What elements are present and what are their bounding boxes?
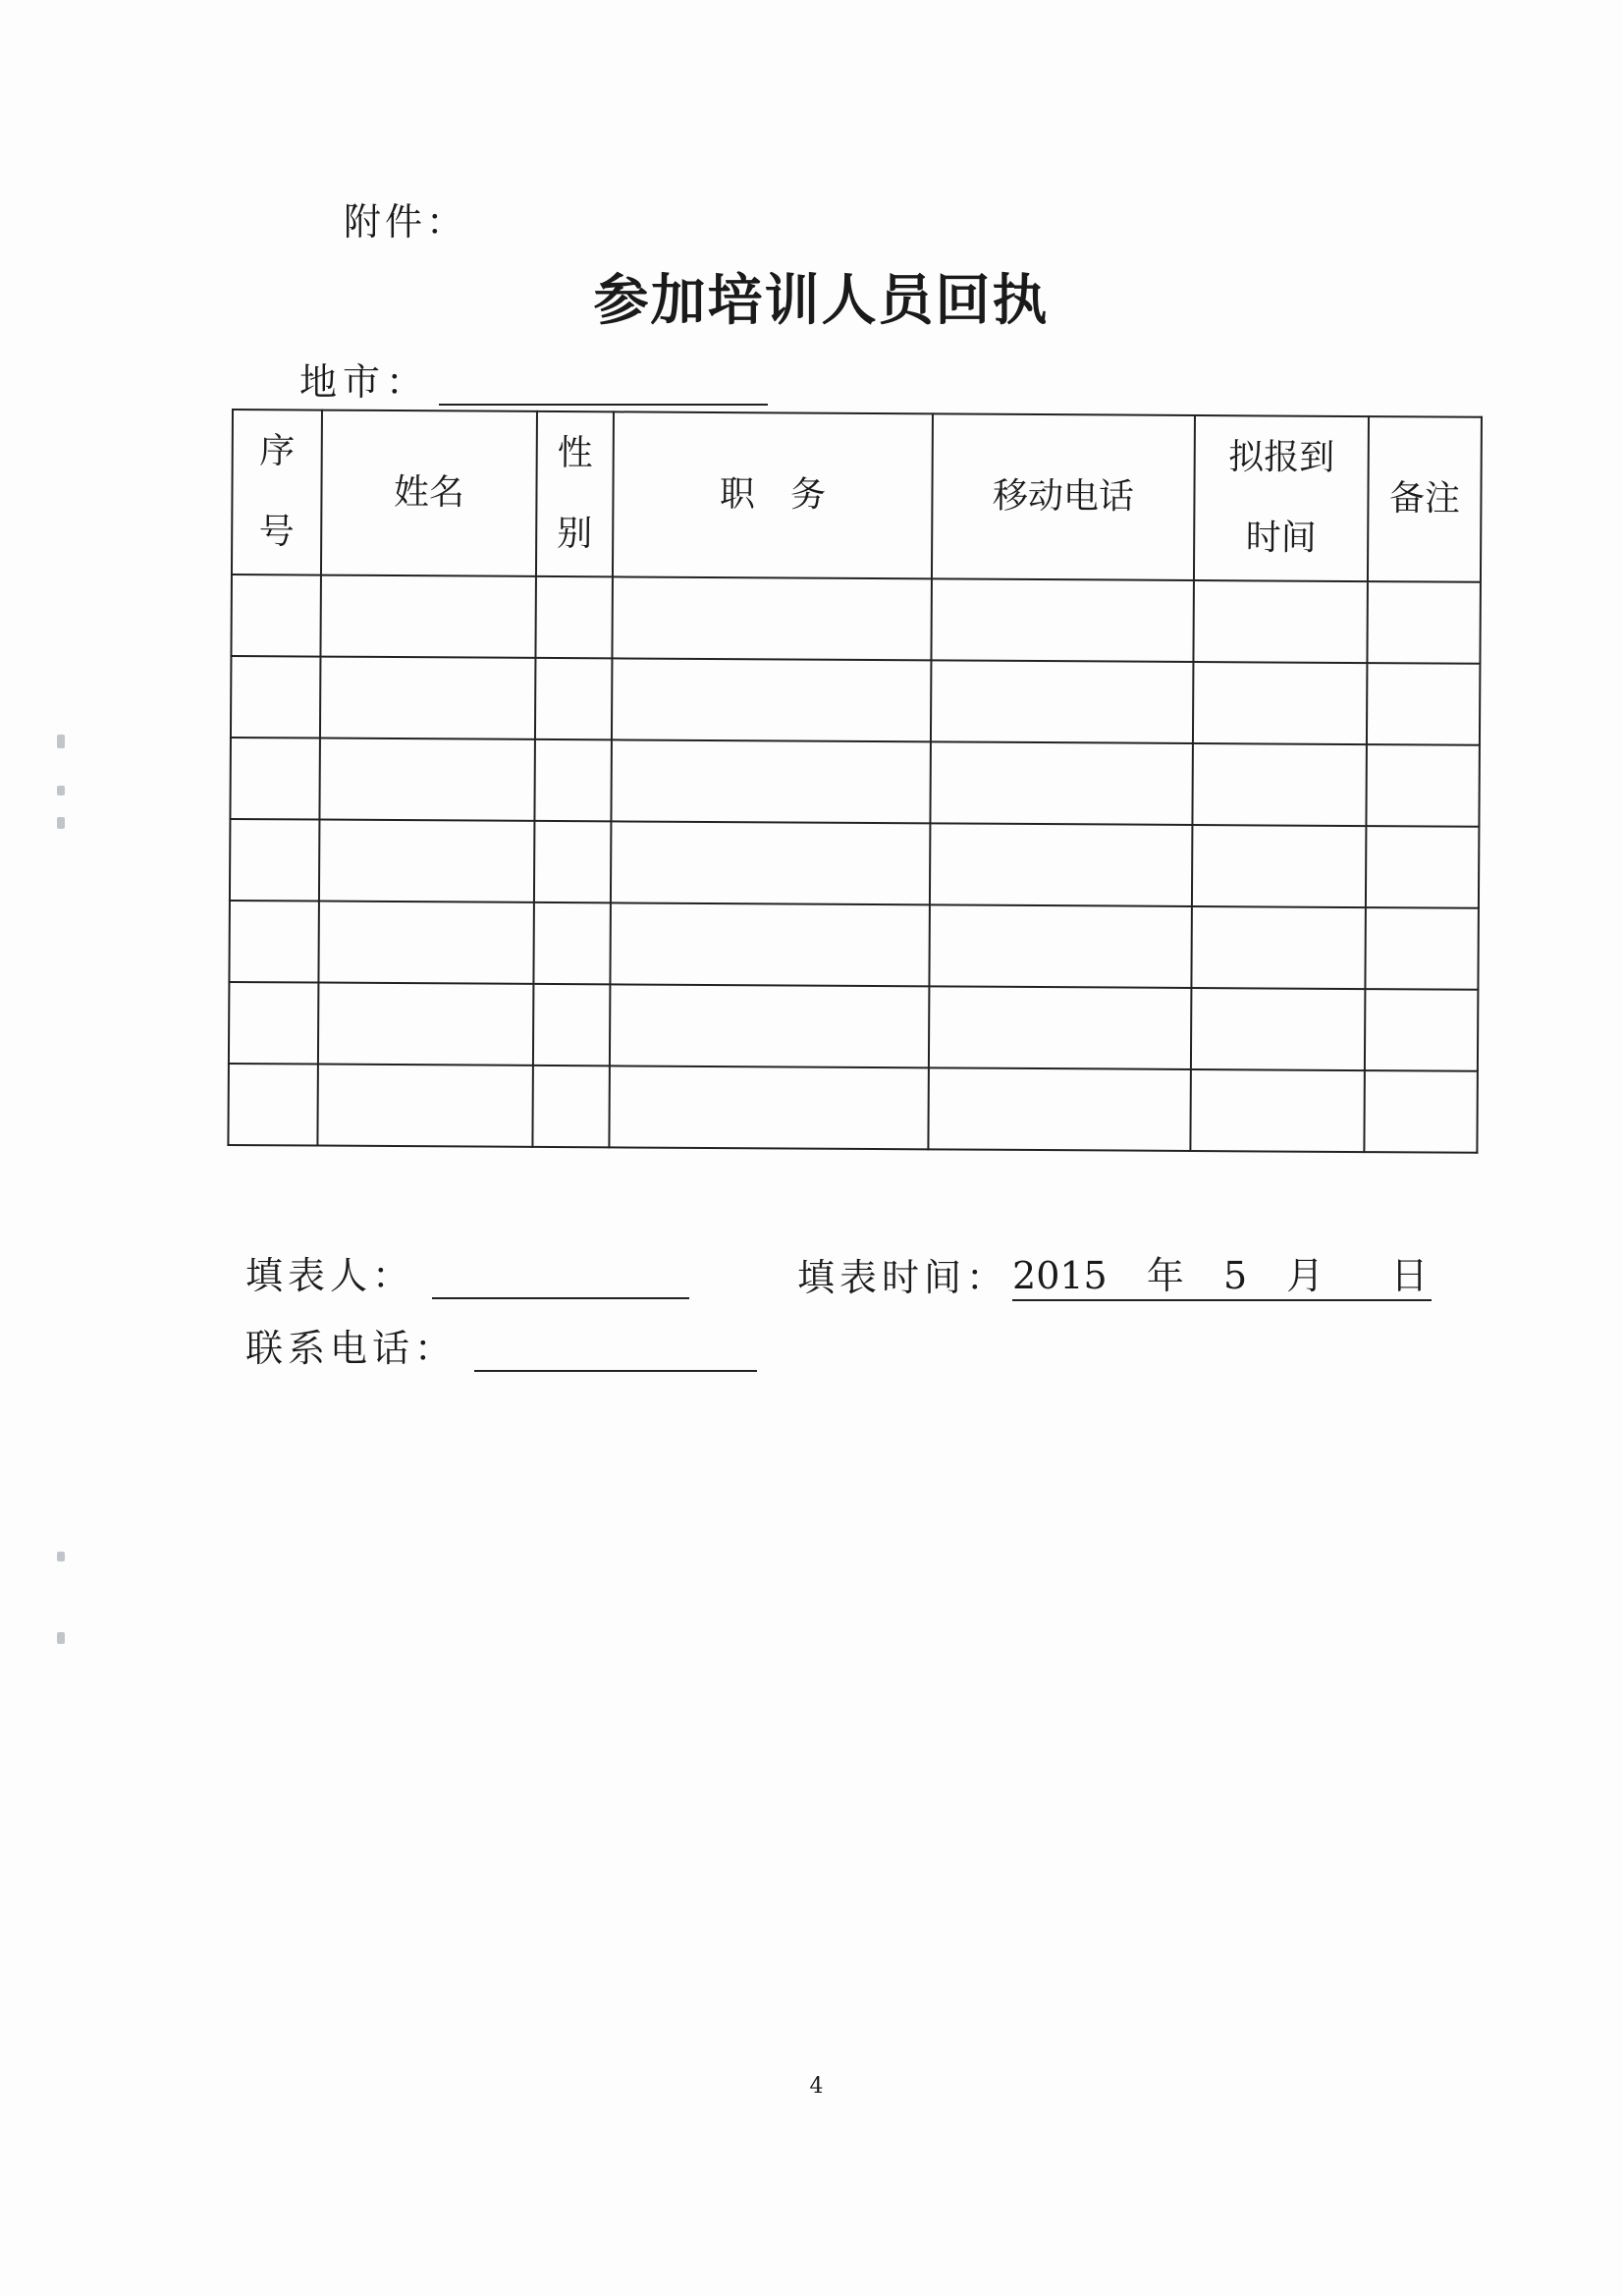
table-cell[interactable] xyxy=(320,575,536,658)
table-cell[interactable] xyxy=(1191,906,1366,989)
table-cell[interactable] xyxy=(930,741,1193,825)
header-mobile-phone: 移动电话 xyxy=(932,413,1195,580)
table-cell[interactable] xyxy=(229,982,319,1065)
header-name: 姓名 xyxy=(321,410,537,576)
filler-label: 填表人： xyxy=(245,1254,415,1297)
table-cell[interactable] xyxy=(534,821,612,902)
table-cell[interactable] xyxy=(319,820,535,902)
year-unit: 年 xyxy=(1146,1254,1184,1297)
table-cell[interactable] xyxy=(228,1064,318,1146)
table-cell[interactable] xyxy=(231,574,321,657)
table-cell[interactable] xyxy=(229,901,319,983)
table-cell[interactable] xyxy=(611,739,931,823)
table-cell[interactable] xyxy=(535,658,613,739)
table-cell[interactable] xyxy=(535,576,613,658)
table-body xyxy=(228,574,1481,1153)
table-cell[interactable] xyxy=(928,1067,1191,1151)
scan-artifact xyxy=(57,1632,65,1644)
filler-blank[interactable] xyxy=(432,1258,689,1299)
table-row xyxy=(229,982,1478,1071)
page-number: 4 xyxy=(809,2074,824,2099)
date-month: 5 xyxy=(1222,1254,1248,1297)
contact-phone-label: 联系电话： xyxy=(245,1327,458,1370)
table-cell[interactable] xyxy=(931,578,1194,662)
table-cell[interactable] xyxy=(1191,988,1366,1070)
table-cell[interactable] xyxy=(231,656,321,738)
table-cell[interactable] xyxy=(534,739,612,821)
table-header-row xyxy=(232,410,1482,582)
table-cell[interactable] xyxy=(930,823,1193,906)
date-year: 2015 xyxy=(1012,1254,1108,1297)
day-unit: 日 xyxy=(1390,1254,1429,1297)
table-cell[interactable] xyxy=(1366,826,1480,908)
header-position: 职 务 xyxy=(613,411,933,578)
header-arrival-time: 拟报到 时间 xyxy=(1194,415,1369,581)
table-cell[interactable] xyxy=(319,738,535,821)
contact-phone-blank[interactable] xyxy=(474,1331,757,1372)
table-cell[interactable] xyxy=(1193,662,1368,744)
table-cell[interactable] xyxy=(1367,663,1481,745)
city-label: 地市： xyxy=(299,360,430,404)
table-cell[interactable] xyxy=(1193,580,1368,663)
table-cell[interactable] xyxy=(1364,1070,1478,1153)
table-cell[interactable] xyxy=(320,657,536,739)
city-blank[interactable] xyxy=(439,364,768,406)
attendee-table xyxy=(227,409,1483,1154)
table-cell[interactable] xyxy=(230,738,320,820)
table-cell[interactable] xyxy=(1366,744,1480,827)
contact-phone-field xyxy=(245,1318,757,1372)
table-row xyxy=(230,819,1479,908)
table-cell[interactable] xyxy=(1365,907,1479,990)
table-cell[interactable] xyxy=(1367,581,1481,664)
table-cell[interactable] xyxy=(318,902,534,984)
table-row xyxy=(231,574,1480,664)
filler-field xyxy=(245,1245,689,1299)
table-cell[interactable] xyxy=(533,984,611,1066)
table-cell[interactable] xyxy=(931,660,1194,743)
attachment-label: 附件： xyxy=(344,200,468,244)
table-cell[interactable] xyxy=(318,983,534,1066)
table-cell[interactable] xyxy=(1192,825,1367,907)
table-cell[interactable] xyxy=(929,904,1192,988)
table-cell[interactable] xyxy=(610,902,930,986)
table-cell[interactable] xyxy=(1192,743,1367,826)
header-gender: 性 别 xyxy=(536,411,614,576)
table-cell[interactable] xyxy=(929,986,1192,1069)
table-cell[interactable] xyxy=(317,1065,533,1147)
fill-date[interactable] xyxy=(1012,1245,1432,1301)
table-cell[interactable] xyxy=(533,902,611,984)
fill-time-field xyxy=(797,1245,1432,1301)
scan-artifact xyxy=(57,1552,65,1561)
scan-artifact xyxy=(57,817,65,829)
document-title: 参加培训人员回执 xyxy=(593,269,1050,333)
table-cell[interactable] xyxy=(230,819,320,902)
header-remarks: 备注 xyxy=(1368,416,1482,582)
table-cell[interactable] xyxy=(532,1066,610,1147)
table-row xyxy=(229,901,1478,990)
table-cell[interactable] xyxy=(1190,1069,1365,1152)
fill-time-label: 填表时间： xyxy=(797,1256,1009,1299)
month-unit: 月 xyxy=(1286,1254,1325,1297)
table-cell[interactable] xyxy=(612,658,932,741)
table-cell[interactable] xyxy=(609,1066,929,1149)
table-row xyxy=(231,656,1480,745)
header-serial-number: 序 号 xyxy=(232,410,322,575)
table-cell[interactable] xyxy=(611,821,931,904)
table-cell[interactable] xyxy=(612,576,932,660)
table-cell[interactable] xyxy=(610,984,930,1067)
table-row xyxy=(230,738,1479,827)
table-row xyxy=(228,1064,1477,1153)
scan-artifact xyxy=(57,735,65,748)
scan-artifact xyxy=(57,786,65,795)
table-cell[interactable] xyxy=(1365,989,1479,1071)
city-field xyxy=(299,352,768,406)
